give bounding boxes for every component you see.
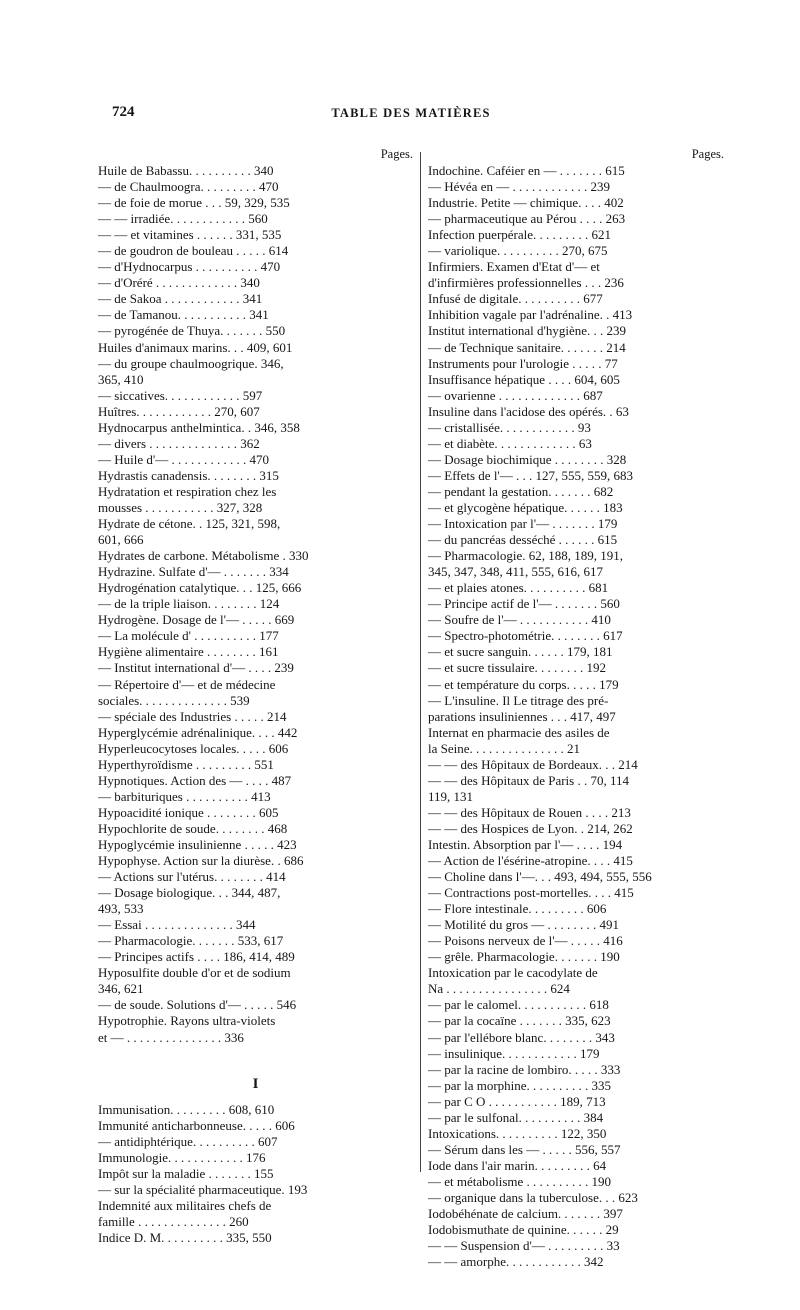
running-header — [112, 104, 710, 124]
index-entry: d'infirmières professionnelles . . . 236 — [428, 275, 624, 291]
index-entry: — et plaies atones. . . . . . . . . . 681 — [428, 580, 609, 596]
index-entry: — Poisons nerveux de l'— . . . . . 416 — [428, 933, 623, 949]
index-entry: Na . . . . . . . . . . . . . . . . 624 — [428, 981, 570, 997]
index-entry: — antidiphtérique. . . . . . . . . . 607 — [98, 1133, 278, 1149]
index-entry: — spéciale des Industries . . . . . 214 — [98, 708, 287, 724]
index-entry: — et sucre sanguin. . . . . . 179, 181 — [428, 644, 613, 660]
index-entry: — Motilité du gros — . . . . . . . . 491 — [428, 917, 620, 933]
index-entry: Hypotrophie. Rayons ultra-violets — [98, 1013, 276, 1029]
pages-label-right: Pages. — [691, 147, 724, 161]
index-entry: — — amorphe. . . . . . . . . . . . 342 — [428, 1254, 604, 1270]
index-entry: — — des Hôpitaux de Bordeaux. . . 214 — [428, 756, 638, 772]
index-entry: Hydrates de carbone. Métabolisme . 330 — [98, 548, 309, 564]
index-entry: — et diabète. . . . . . . . . . . . . 63 — [428, 435, 592, 451]
index-entry: — pharmaceutique au Pérou . . . . 263 — [428, 211, 626, 227]
index-entry: — divers . . . . . . . . . . . . . . 362 — [98, 435, 260, 451]
index-entry: — ovarienne . . . . . . . . . . . . . 687 — [428, 387, 603, 403]
index-entry: 119, 131 — [428, 788, 474, 804]
index-entry: Hypochlorite de soude. . . . . . . . 468 — [98, 820, 288, 836]
index-entry: Iodobismuthate de quinine. . . . . . 29 — [428, 1222, 619, 1238]
index-entry: — — irradiée. . . . . . . . . . . . 560 — [98, 211, 268, 227]
column-divider — [420, 152, 421, 1172]
index-entry: — Pharmacologie. . . . . . . 533, 617 — [98, 933, 284, 949]
index-entry: — Sérum dans les — . . . . . 556, 557 — [428, 1141, 621, 1157]
left-entries — [98, 163, 413, 1246]
index-entry: — par le sulfonal. . . . . . . . . . 384 — [428, 1109, 604, 1125]
index-entry: — de Sakoa . . . . . . . . . . . . 341 — [98, 291, 263, 307]
index-entry: — barbituriques . . . . . . . . . . 413 — [98, 788, 271, 804]
index-entry: Iodobéhénate de calcium. . . . . . . 397 — [428, 1206, 623, 1222]
index-entry: Immunisation. . . . . . . . . 608, 610 — [98, 1101, 275, 1117]
index-entry: — Soufre de l'— . . . . . . . . . . . 410 — [428, 612, 611, 628]
index-entry: — Principes actifs . . . . 186, 414, 489 — [98, 949, 295, 965]
index-entry: Huiles d'animaux marins. . . 409, 601 — [98, 339, 293, 355]
index-entry: — Répertoire d'— et de médecine — [98, 676, 276, 692]
index-entry: — du groupe chaulmoogrique. 346, — [98, 355, 284, 371]
index-entry: Hypoacidité ionique . . . . . . . . 605 — [98, 804, 279, 820]
index-entry — [98, 1046, 413, 1074]
index-entry: — pendant la gestation. . . . . . . 682 — [428, 483, 614, 499]
index-entry: — Dosage biologique. . . 344, 487, — [98, 885, 281, 901]
index-entry: 346, 621 — [98, 981, 144, 997]
index-entry: — de Chaulmoogra. . . . . . . . . 470 — [98, 179, 279, 195]
index-entry: Institut international d'hygiène. . . 239 — [428, 323, 627, 339]
running-title: TABLE DES MATIÈRES — [331, 106, 491, 120]
index-entry: — Dosage biochimique . . . . . . . . 328 — [428, 451, 627, 467]
index-entry: Hydrogénation catalytique. . . 125, 666 — [98, 580, 302, 596]
index-entry: Insuffisance hépatique . . . . 604, 605 — [428, 371, 620, 387]
index-entry: Hyperleucocytoses locales. . . . . 606 — [98, 740, 289, 756]
index-entry: famille . . . . . . . . . . . . . . 260 — [98, 1213, 249, 1229]
index-entry: Iode dans l'air marin. . . . . . . . . 64 — [428, 1157, 607, 1173]
index-entry: Hydrazine. Sulfate d'— . . . . . . . 334 — [98, 564, 289, 580]
index-entry: — Huile d'— . . . . . . . . . . . . 470 — [98, 451, 269, 467]
index-entry: — grêle. Pharmacologie. . . . . . . 190 — [428, 949, 620, 965]
index-entry: — Pharmacologie. 62, 188, 189, 191, — [428, 548, 623, 564]
index-entry: — organique dans la tuberculose. . . 623 — [428, 1190, 638, 1205]
index-entry: — de Technique sanitaire. . . . . . . 214 — [428, 339, 626, 355]
index-entry: — par le calomel. . . . . . . . . . . 618 — [428, 997, 609, 1013]
index-entry: — par C O . . . . . . . . . . . 189, 713 — [428, 1093, 606, 1109]
index-entry: Hypnotiques. Action des — . . . . 487 — [98, 772, 292, 788]
index-entry: Intestin. Absorption par l'— . . . . 194 — [428, 836, 623, 852]
index-entry: — de foie de morue . . . 59, 329, 535 — [98, 195, 290, 211]
index-entry: — et glycogène hépatique. . . . . . 183 — [428, 499, 623, 515]
index-entry: — Institut international d'— . . . . 239 — [98, 660, 294, 676]
index-entry: Hydrastis canadensis. . . . . . . . 315 — [98, 467, 279, 483]
index-entry: — Essai . . . . . . . . . . . . . . 344 — [98, 917, 256, 933]
index-entry: — sur la spécialité pharmaceutique. 193 — [98, 1181, 308, 1197]
index-entry: — siccatives. . . . . . . . . . . . 597 — [98, 387, 263, 403]
index-entry: — — des Hôpitaux de Rouen . . . . 213 — [428, 804, 631, 820]
index-entry: Industrie. Petite — chimique. . . . 402 — [428, 195, 624, 211]
index-entry: sociales. . . . . . . . . . . . . . 539 — [98, 692, 250, 708]
index-entry: 493, 533 — [98, 901, 144, 917]
section-letter: I — [252, 1075, 259, 1092]
index-entry: Hydrate de cétone. . 125, 321, 598, — [98, 516, 281, 532]
index-entry: Internat en pharmacie des asiles de — [428, 724, 610, 740]
index-entry: la Seine. . . . . . . . . . . . . . . 21 — [428, 740, 581, 756]
left-column — [98, 146, 413, 1246]
index-entry: Hydratation et respiration chez les — [98, 483, 277, 499]
index-entry: — cristallisée. . . . . . . . . . . . 93 — [428, 419, 591, 435]
page-number: 724 — [112, 104, 135, 120]
index-entry: Infirmiers. Examen d'Etat d'— et — [428, 259, 600, 275]
index-entry: — Principe actif de l'— . . . . . . . 560 — [428, 596, 620, 612]
index-entry: — par la morphine. . . . . . . . . . 335 — [428, 1077, 612, 1093]
index-entry: — Intoxication par l'— . . . . . . . 179 — [428, 516, 618, 532]
index-entry: — de soude. Solutions d'— . . . . . 546 — [98, 997, 297, 1013]
index-entry: Hyposulfite double d'or et de sodium — [98, 965, 291, 981]
index-entry: — — Suspension d'— . . . . . . . . . 33 — [428, 1238, 620, 1254]
index-entry: Inhibition vagale par l'adrénaline. . 413 — [428, 307, 633, 323]
index-entry: Infection puerpérale. . . . . . . . . 621 — [428, 227, 612, 243]
index-entry: — — des Hôpitaux de Paris . . 70, 114 — [428, 772, 629, 788]
index-entry: Huîtres. . . . . . . . . . . . 270, 607 — [98, 403, 260, 419]
index-entry: Hyperglycémie adrénalinique. . . . 442 — [98, 724, 298, 740]
index-entry: — par l'ellébore blanc. . . . . . . . 343 — [428, 1029, 615, 1045]
index-entry: — insulinique. . . . . . . . . . . . 179 — [428, 1045, 600, 1061]
index-entry: Immunité anticharbonneuse. . . . . 606 — [98, 1117, 295, 1133]
index-entry: — de Tamanou. . . . . . . . . . . 341 — [98, 307, 269, 323]
index-entry: 345, 347, 348, 411, 555, 616, 617 — [428, 564, 604, 580]
index-entry: — Contractions post-mortelles. . . . 415 — [428, 885, 634, 901]
right-entries — [428, 163, 724, 1270]
index-entry: — Spectro-photométrie. . . . . . . . 617 — [428, 628, 623, 644]
index-entry: — par la racine de lombiro. . . . . 333 — [428, 1061, 621, 1077]
index-entry: — et métabolisme . . . . . . . . . . 190 — [428, 1173, 612, 1189]
index-entry: mousses . . . . . . . . . . . 327, 328 — [98, 499, 263, 515]
index-entry: 601, 666 — [98, 532, 144, 548]
index-entry: 365, 410 — [98, 371, 144, 387]
index-entry: — La molécule d' . . . . . . . . . . 177 — [98, 628, 279, 644]
index-entry: — et sucre tissulaire. . . . . . . . 192 — [428, 660, 606, 676]
index-entry: — Hévéa en — . . . . . . . . . . . . 239 — [428, 179, 610, 195]
index-entry: — L'insuline. Il Le titrage des pré- — [428, 692, 609, 708]
index-entry: Huile de Babassu. . . . . . . . . . 340 — [98, 163, 274, 178]
index-entry: Indochine. Caféier en — . . . . . . . 615 — [428, 163, 625, 178]
index-entry: — Choline dans l'—. . . 493, 494, 555, 556 — [428, 869, 652, 885]
index-entry: — de la triple liaison. . . . . . . . 124 — [98, 596, 280, 612]
index-entry: — Actions sur l'utérus. . . . . . . . 414 — [98, 869, 286, 885]
index-entry: Hydnocarpus anthelmintica. . 346, 358 — [98, 419, 300, 435]
index-entry: Hypoglycémie insulinienne . . . . . 423 — [98, 836, 297, 852]
index-entry: — — et vitamines . . . . . . 331, 535 — [98, 227, 282, 243]
index-entry: parations insuliniennes . . . 417, 497 — [428, 708, 616, 724]
index-entry: Hyperthyroïdisme . . . . . . . . . 551 — [98, 756, 274, 772]
right-column — [428, 146, 724, 1270]
index-entry: Hypophyse. Action sur la diurèse. . 686 — [98, 853, 304, 869]
index-entry: — de goudron de bouleau . . . . . 614 — [98, 243, 289, 259]
index-entry: — d'Oréré . . . . . . . . . . . . . 340 — [98, 275, 260, 291]
index-entry: Infusé de digitale. . . . . . . . . . 677 — [428, 291, 603, 307]
index-entry: Insuline dans l'acidose des opérés. . 63 — [428, 403, 629, 419]
index-entry: — Flore intestinale. . . . . . . . . 606 — [428, 901, 607, 917]
index-entry: Intoxications. . . . . . . . . . 122, 350 — [428, 1125, 607, 1141]
index-entry: — variolique. . . . . . . . . . 270, 675 — [428, 243, 608, 259]
index-entry: — du pancréas desséché . . . . . . 615 — [428, 532, 618, 548]
index-entry: Intoxication par le cacodylate de — [428, 965, 598, 981]
index-entry: — Effets de l'— . . . 127, 555, 559, 683 — [428, 467, 634, 483]
index-entry: — — des Hospices de Lyon. . 214, 262 — [428, 820, 633, 836]
index-entry: — d'Hydnocarpus . . . . . . . . . . 470 — [98, 259, 281, 275]
index-entry: Impôt sur la maladie . . . . . . . 155 — [98, 1165, 274, 1181]
index-entry: — par la cocaïne . . . . . . . 335, 623 — [428, 1013, 611, 1029]
index-entry: Hydrogène. Dosage de l'— . . . . . 669 — [98, 612, 295, 628]
index-entry: Hygiène alimentaire . . . . . . . . 161 — [98, 644, 279, 660]
index-entry: Immunologie. . . . . . . . . . . . 176 — [98, 1149, 266, 1165]
index-entry: Indice D. M. . . . . . . . . . 335, 550 — [98, 1229, 272, 1245]
index-entry: — Action de l'ésérine-atropine. . . . 415 — [428, 853, 633, 869]
index-entry: Instruments pour l'urologie . . . . . 77 — [428, 355, 618, 371]
index-entry: et — . . . . . . . . . . . . . . . 336 — [98, 1029, 244, 1045]
index-entry: — et température du corps. . . . . 179 — [428, 676, 619, 692]
pages-label-left: Pages. — [380, 147, 413, 161]
index-entry: Indemnité aux militaires chefs de — [98, 1197, 272, 1213]
index-entry: — pyrogénée de Thuya. . . . . . . 550 — [98, 323, 286, 339]
